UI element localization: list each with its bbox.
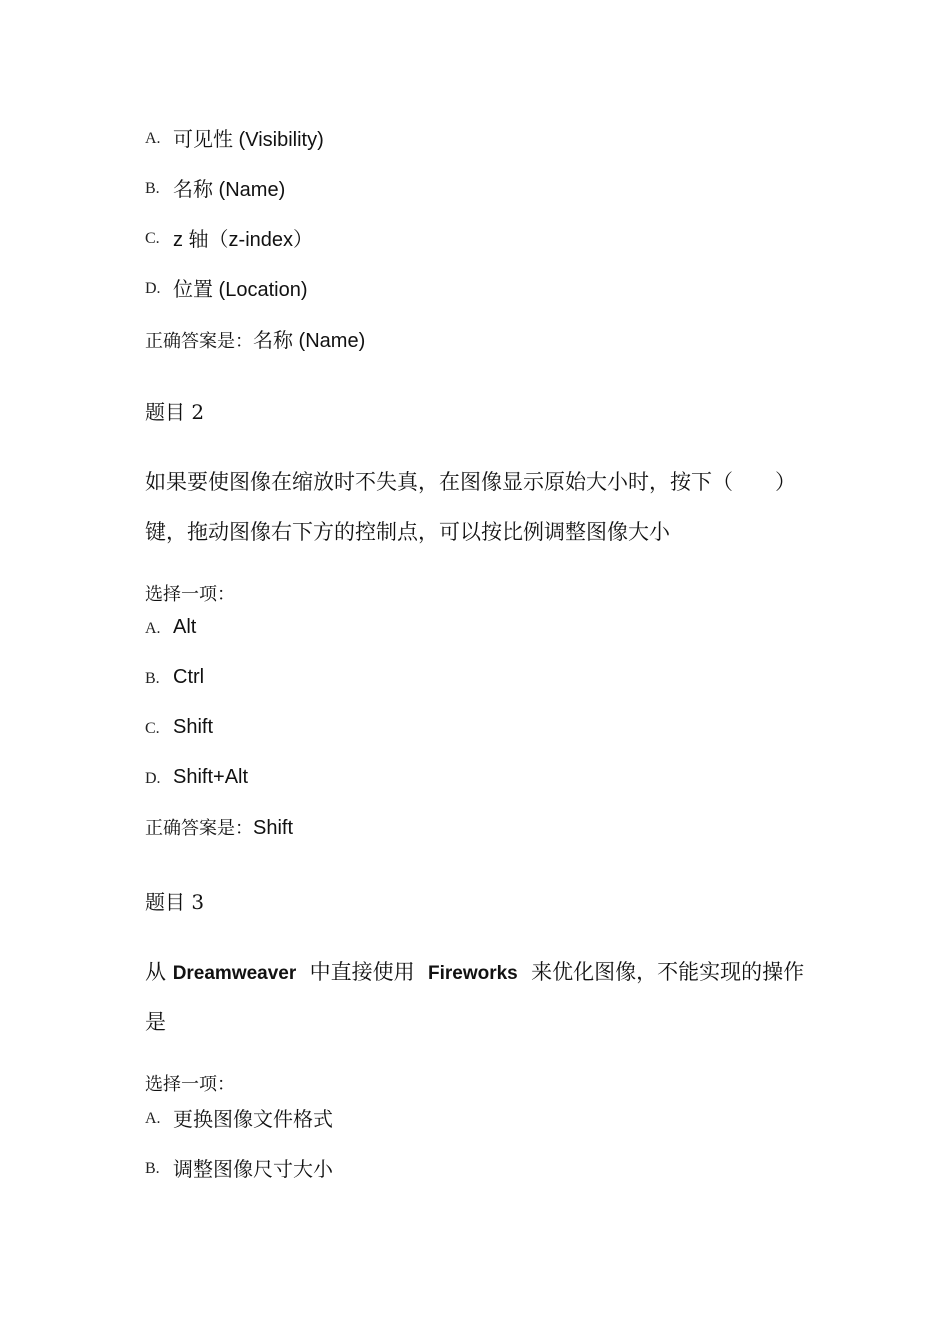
q3-text-part: 中直接使用 [296, 960, 428, 984]
option-text: 更换图像文件格式 [173, 1106, 333, 1131]
option-letter: D. [145, 280, 161, 297]
q3-text-part: 来优化图像，不能实现的操作 [517, 960, 805, 984]
q3-option-a[interactable] [145, 1102, 333, 1132]
q2-question-line-2: 键，拖动图像右下方的控制点，可以按比例调整图像大小 [145, 520, 670, 544]
option-text: 可见性 (Visibility) [173, 128, 324, 151]
option-letter: A. [145, 1110, 161, 1127]
q2-option-c[interactable] [145, 712, 213, 742]
option-text: 调整图像尺寸大小 [173, 1156, 333, 1181]
q1-option-c[interactable] [145, 222, 313, 252]
q2-option-a[interactable] [145, 612, 196, 642]
option-text: Alt [173, 615, 197, 638]
q3-choose-prompt: 选择一项： [145, 1074, 235, 1095]
q1-option-a[interactable] [145, 122, 324, 152]
option-letter: C. [145, 230, 160, 247]
option-text: 位置 (Location) [173, 278, 308, 301]
q2-option-d[interactable] [145, 762, 248, 792]
q3-option-b[interactable] [145, 1152, 333, 1182]
q3-text-part: 从 [145, 960, 173, 984]
option-text: z 轴（z-index） [173, 228, 314, 251]
answer-label: 正确答案是： [145, 818, 253, 839]
option-letter: A. [145, 130, 161, 147]
option-text: Ctrl [173, 665, 205, 688]
q2-correct-answer [145, 814, 293, 840]
option-text: 名称 (Name) [173, 178, 286, 201]
q2-title: 题目 2 [145, 400, 205, 424]
option-text: Shift [173, 715, 214, 738]
q3-question-line-2: 是 [145, 1010, 166, 1034]
q3-question-line-1 [145, 956, 804, 986]
option-letter: B. [145, 1160, 160, 1177]
q3-title: 题目 3 [145, 890, 205, 914]
q1-correct-answer [145, 324, 365, 353]
q3-keyword-dreamweaver: Dreamweaver [172, 963, 297, 984]
option-letter: D. [145, 770, 161, 787]
q2-question-line-1: 如果要使图像在缩放时不失真，在图像显示原始大小时，按下（ ） [145, 470, 796, 494]
option-letter: B. [145, 180, 160, 197]
option-letter: C. [145, 720, 160, 737]
answer-text: Shift [253, 817, 294, 839]
answer-label: 正确答案是： [145, 331, 253, 352]
q3-keyword-fireworks: Fireworks [427, 963, 518, 984]
answer-text: 名称 (Name) [253, 330, 366, 352]
q1-option-d[interactable] [145, 272, 308, 302]
option-text: Shift+Alt [173, 765, 249, 788]
option-letter: A. [145, 620, 161, 637]
option-letter: B. [145, 670, 160, 687]
q1-option-b[interactable] [145, 172, 285, 202]
q2-choose-prompt: 选择一项： [145, 584, 235, 605]
q2-option-b[interactable] [145, 662, 204, 692]
